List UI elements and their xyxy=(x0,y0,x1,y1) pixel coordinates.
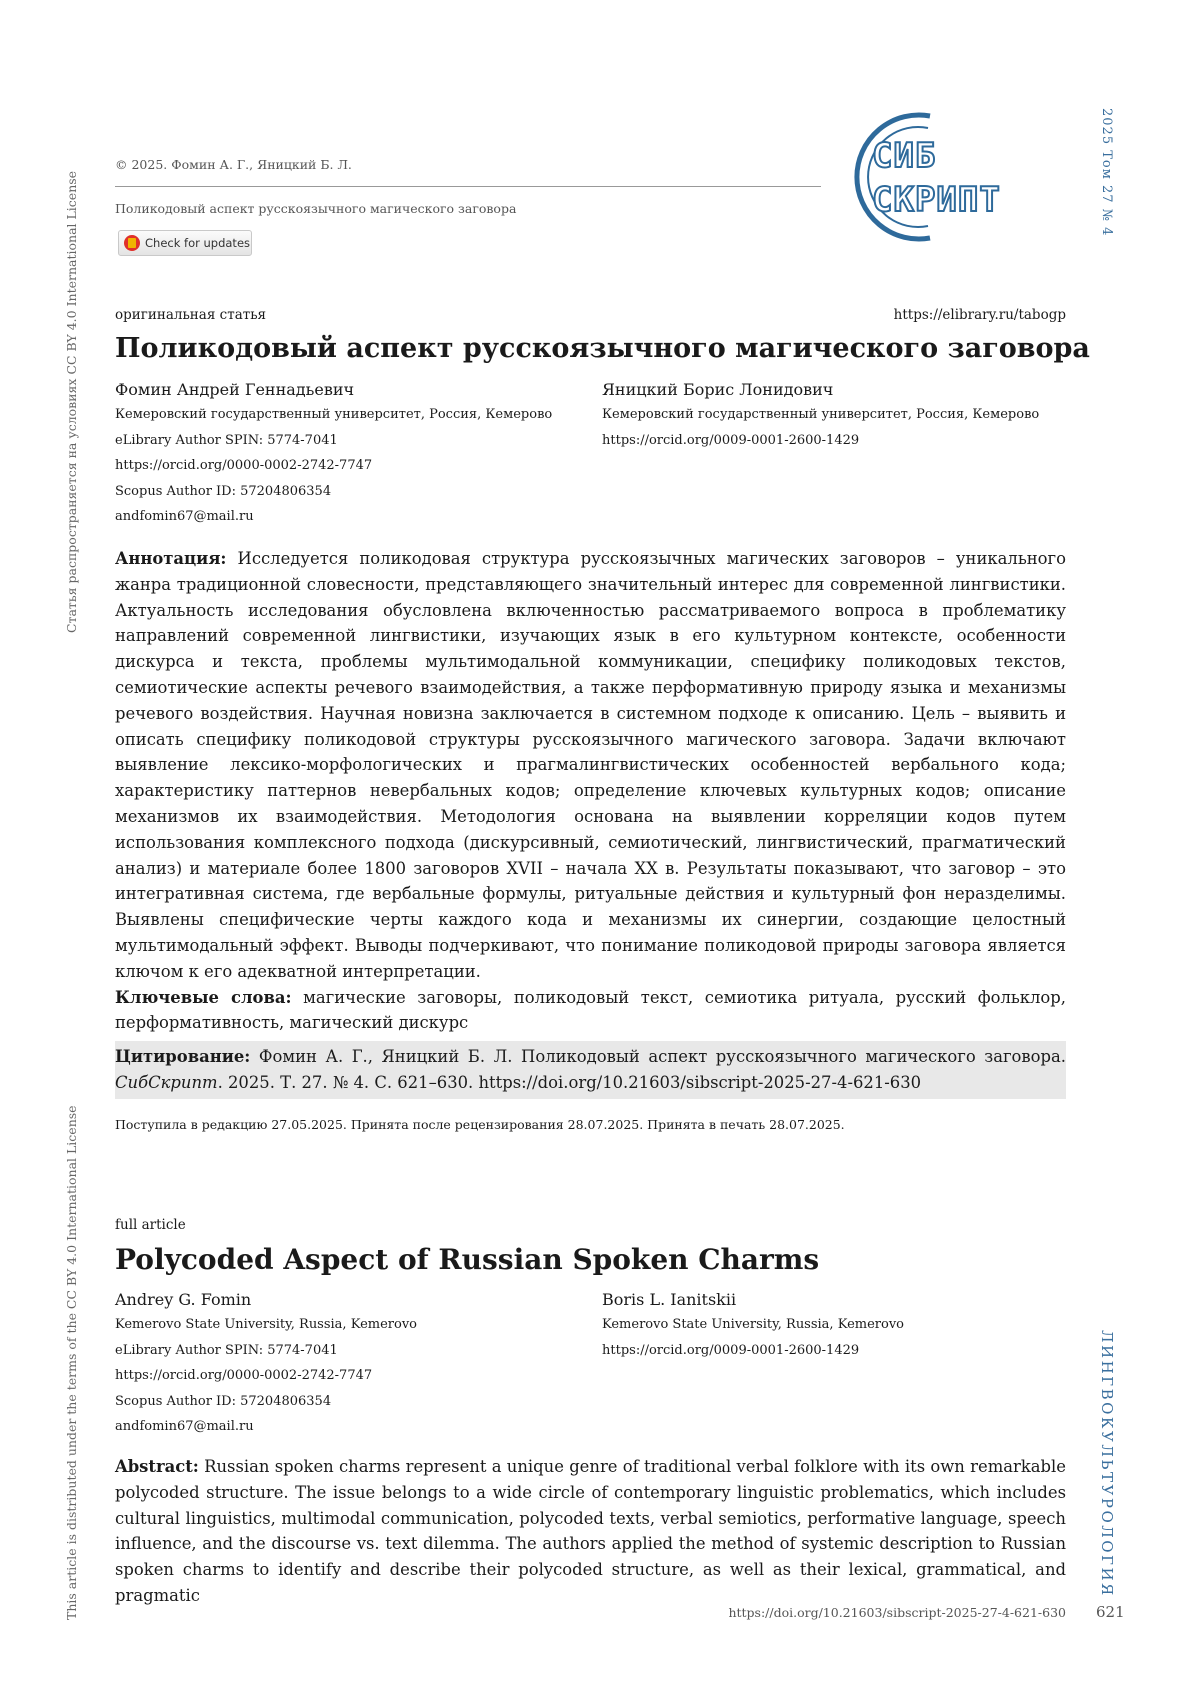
author-orcid-link[interactable]: https://orcid.org/0009-0001-2600-1429 xyxy=(602,1342,860,1358)
license-note-en: This article is distributed under the terms of the CC BY 4.0 International License xyxy=(64,1105,79,1620)
author-name: Andrey G. Fomin xyxy=(115,1290,252,1309)
license-note-ru: Статья распространяется на условиях CC BY 4.0 International License xyxy=(64,170,79,633)
author-block-ru-2 xyxy=(602,380,1039,453)
author-name: Фомин Андрей Геннадьевич xyxy=(115,380,355,399)
author-affiliation: Kemerovo State University, Russia, Kemerovo xyxy=(602,1317,904,1332)
check-for-updates-button[interactable] xyxy=(118,230,252,256)
running-title: Поликодовый аспект русскоязычного магического заговора xyxy=(115,201,517,216)
author-orcid-link[interactable]: https://orcid.org/0009-0001-2600-1429 xyxy=(602,432,860,448)
author-email-link[interactable]: andfomin67@mail.ru xyxy=(115,509,254,524)
submission-dates: Поступила в редакцию 27.05.2025. Принята после рецензирования 28.07.2025. Принята в печать 28.07.2025. xyxy=(115,1117,845,1132)
elibrary-link[interactable]: https://elibrary.ru/tabogp xyxy=(893,307,1066,323)
citation-label: Цитирование: xyxy=(115,1047,251,1066)
article-type-en: full article xyxy=(115,1217,186,1233)
citation-block xyxy=(115,1041,1066,1099)
abstract-en xyxy=(115,1454,1066,1609)
keywords-text-ru: магические заговоры, поликодовый текст, семиотика ритуала, русский фольклор, перформативность, магический дискурс xyxy=(115,987,1067,1033)
author-scopus: Scopus Author ID: 57204806354 xyxy=(115,1393,332,1409)
copyright: © 2025. Фомин А. Г., Яницкий Б. Л. xyxy=(115,157,352,172)
footer-doi-link[interactable]: https://doi.org/10.21603/sibscript-2025-27-4-621-630 xyxy=(728,1605,1066,1620)
abstract-ru xyxy=(115,546,1066,1036)
check-for-updates-label: Check for updates xyxy=(145,236,251,250)
abstract-label-en: Abstract: xyxy=(115,1457,199,1476)
journal-volume: 2025 Том 27 № 4 xyxy=(1099,108,1114,237)
journal-logo xyxy=(830,108,1070,246)
abstract-text-ru: Исследуется поликодовая структура русскоязычных магических заговоров – уникального жанра традиционной словесности, представляющего значительный интерес для современной лингвистики. Актуальность исследования обусловлена включенностью рассматриваемого вопроса в проблематику направлений современной лингвистики, изучающих язык в его культурном контексте, особенности дискурса и текста, проблемы мультимодальной коммуникации, специфику поликодовых текстов, семиотические аспекты речевого взаимодействия, а также перформативную природу языка и механизмы речевого воздействия. Научная новизна заключается в системном подходе к описанию. Цель – выявить и описать специфику поликодовой структуры русскоязычного магического заговора. Задачи включают выявление лексико-морфологических и прагмалингвистических особенностей вербального кода; характеристику паттернов невербальных кодов; определение ключевых культурных кодов; описание механизмов их взаимодействия. Методология основана на выявлении корреляции кодов путем использования комплексного подхода (дискурсивный, семиотический, лингвистический, прагматический анализ) и материале более 1800 заговоров XVII – начала XX в. Результаты показывают, что заговор – это интегративная система, где вербальные формулы, ритуальные действия и культурный фон неразделимы. Выявлены специфические черты каждого кода и механизмы их синергии, создающие целостный мультимодальный эффект. Выводы подчеркивают, что понимание поликодовой природы заговора является ключом к его адекватной интерпретации. xyxy=(115,549,1067,981)
author-orcid-link[interactable]: https://orcid.org/0000-0002-2742-7747 xyxy=(115,1368,373,1383)
author-block-ru-1 xyxy=(115,380,552,530)
citation-journal: СибСкрипт xyxy=(115,1073,218,1092)
author-orcid-link[interactable]: https://orcid.org/0000-0002-2742-7747 xyxy=(115,458,373,473)
logo-text-line2: СКРИПТ xyxy=(872,180,1001,220)
citation-text: Фомин А. Г., Яницкий Б. Л. Поликодовый аспект русскоязычного магического заговора. xyxy=(258,1047,1066,1066)
author-affiliation: Кемеровский государственный университет, Россия, Кемерово xyxy=(115,407,553,422)
crossmark-icon xyxy=(124,235,140,251)
author-block-en-2 xyxy=(602,1290,904,1363)
author-spin: eLibrary Author SPIN: 5774-7041 xyxy=(115,432,338,448)
author-scopus: Scopus Author ID: 57204806354 xyxy=(115,483,332,499)
page-number: 621 xyxy=(1096,1603,1125,1621)
author-block-en-1 xyxy=(115,1290,417,1440)
author-affiliation: Kemerovo State University, Russia, Kemerovo xyxy=(115,1317,417,1332)
logo-text-line1: СИБ xyxy=(872,136,937,176)
author-email-link[interactable]: andfomin67@mail.ru xyxy=(115,1419,254,1434)
abstract-label-ru: Аннотация: xyxy=(115,549,227,568)
citation-rest[interactable]: . 2025. Т. 27. № 4. С. 621–630. https://doi.org/10.21603/sibscript-2025-27-4-621-630 xyxy=(217,1073,922,1092)
header-divider xyxy=(115,186,821,187)
section-name: ЛИНГВОКУЛЬТУРОЛОГИЯ xyxy=(1098,1330,1116,1598)
author-name: Яницкий Борис Лонидович xyxy=(602,380,834,399)
article-title-en: Polycoded Aspect of Russian Spoken Charms xyxy=(115,1243,820,1276)
author-affiliation: Кемеровский государственный университет, Россия, Кемерово xyxy=(602,407,1040,422)
logo-ring-icon xyxy=(830,108,1070,246)
keywords-label-ru: Ключевые слова: xyxy=(115,987,292,1007)
article-type-ru: оригинальная статья xyxy=(115,307,267,323)
abstract-text-en: Russian spoken charms represent a unique genre of traditional verbal folklore with its own remarkable polycoded structure. The issue belongs to a wide circle of contemporary linguistic problematics, which includes cultural linguistics, multimodal communication, polycoded texts, verbal semiotics, performative language, speech influence, and the discourse vs. text dilemma. The authors applied the method of systemic description to Russian spoken charms to identify and describe their polycoded structure, as well as their lexical, grammatical, and pragmatic xyxy=(115,1457,1066,1605)
author-spin: eLibrary Author SPIN: 5774-7041 xyxy=(115,1342,338,1358)
author-name: Boris L. Ianitskii xyxy=(602,1290,737,1309)
article-title-ru: Поликодовый аспект русскоязычного магического заговора xyxy=(115,333,1090,364)
